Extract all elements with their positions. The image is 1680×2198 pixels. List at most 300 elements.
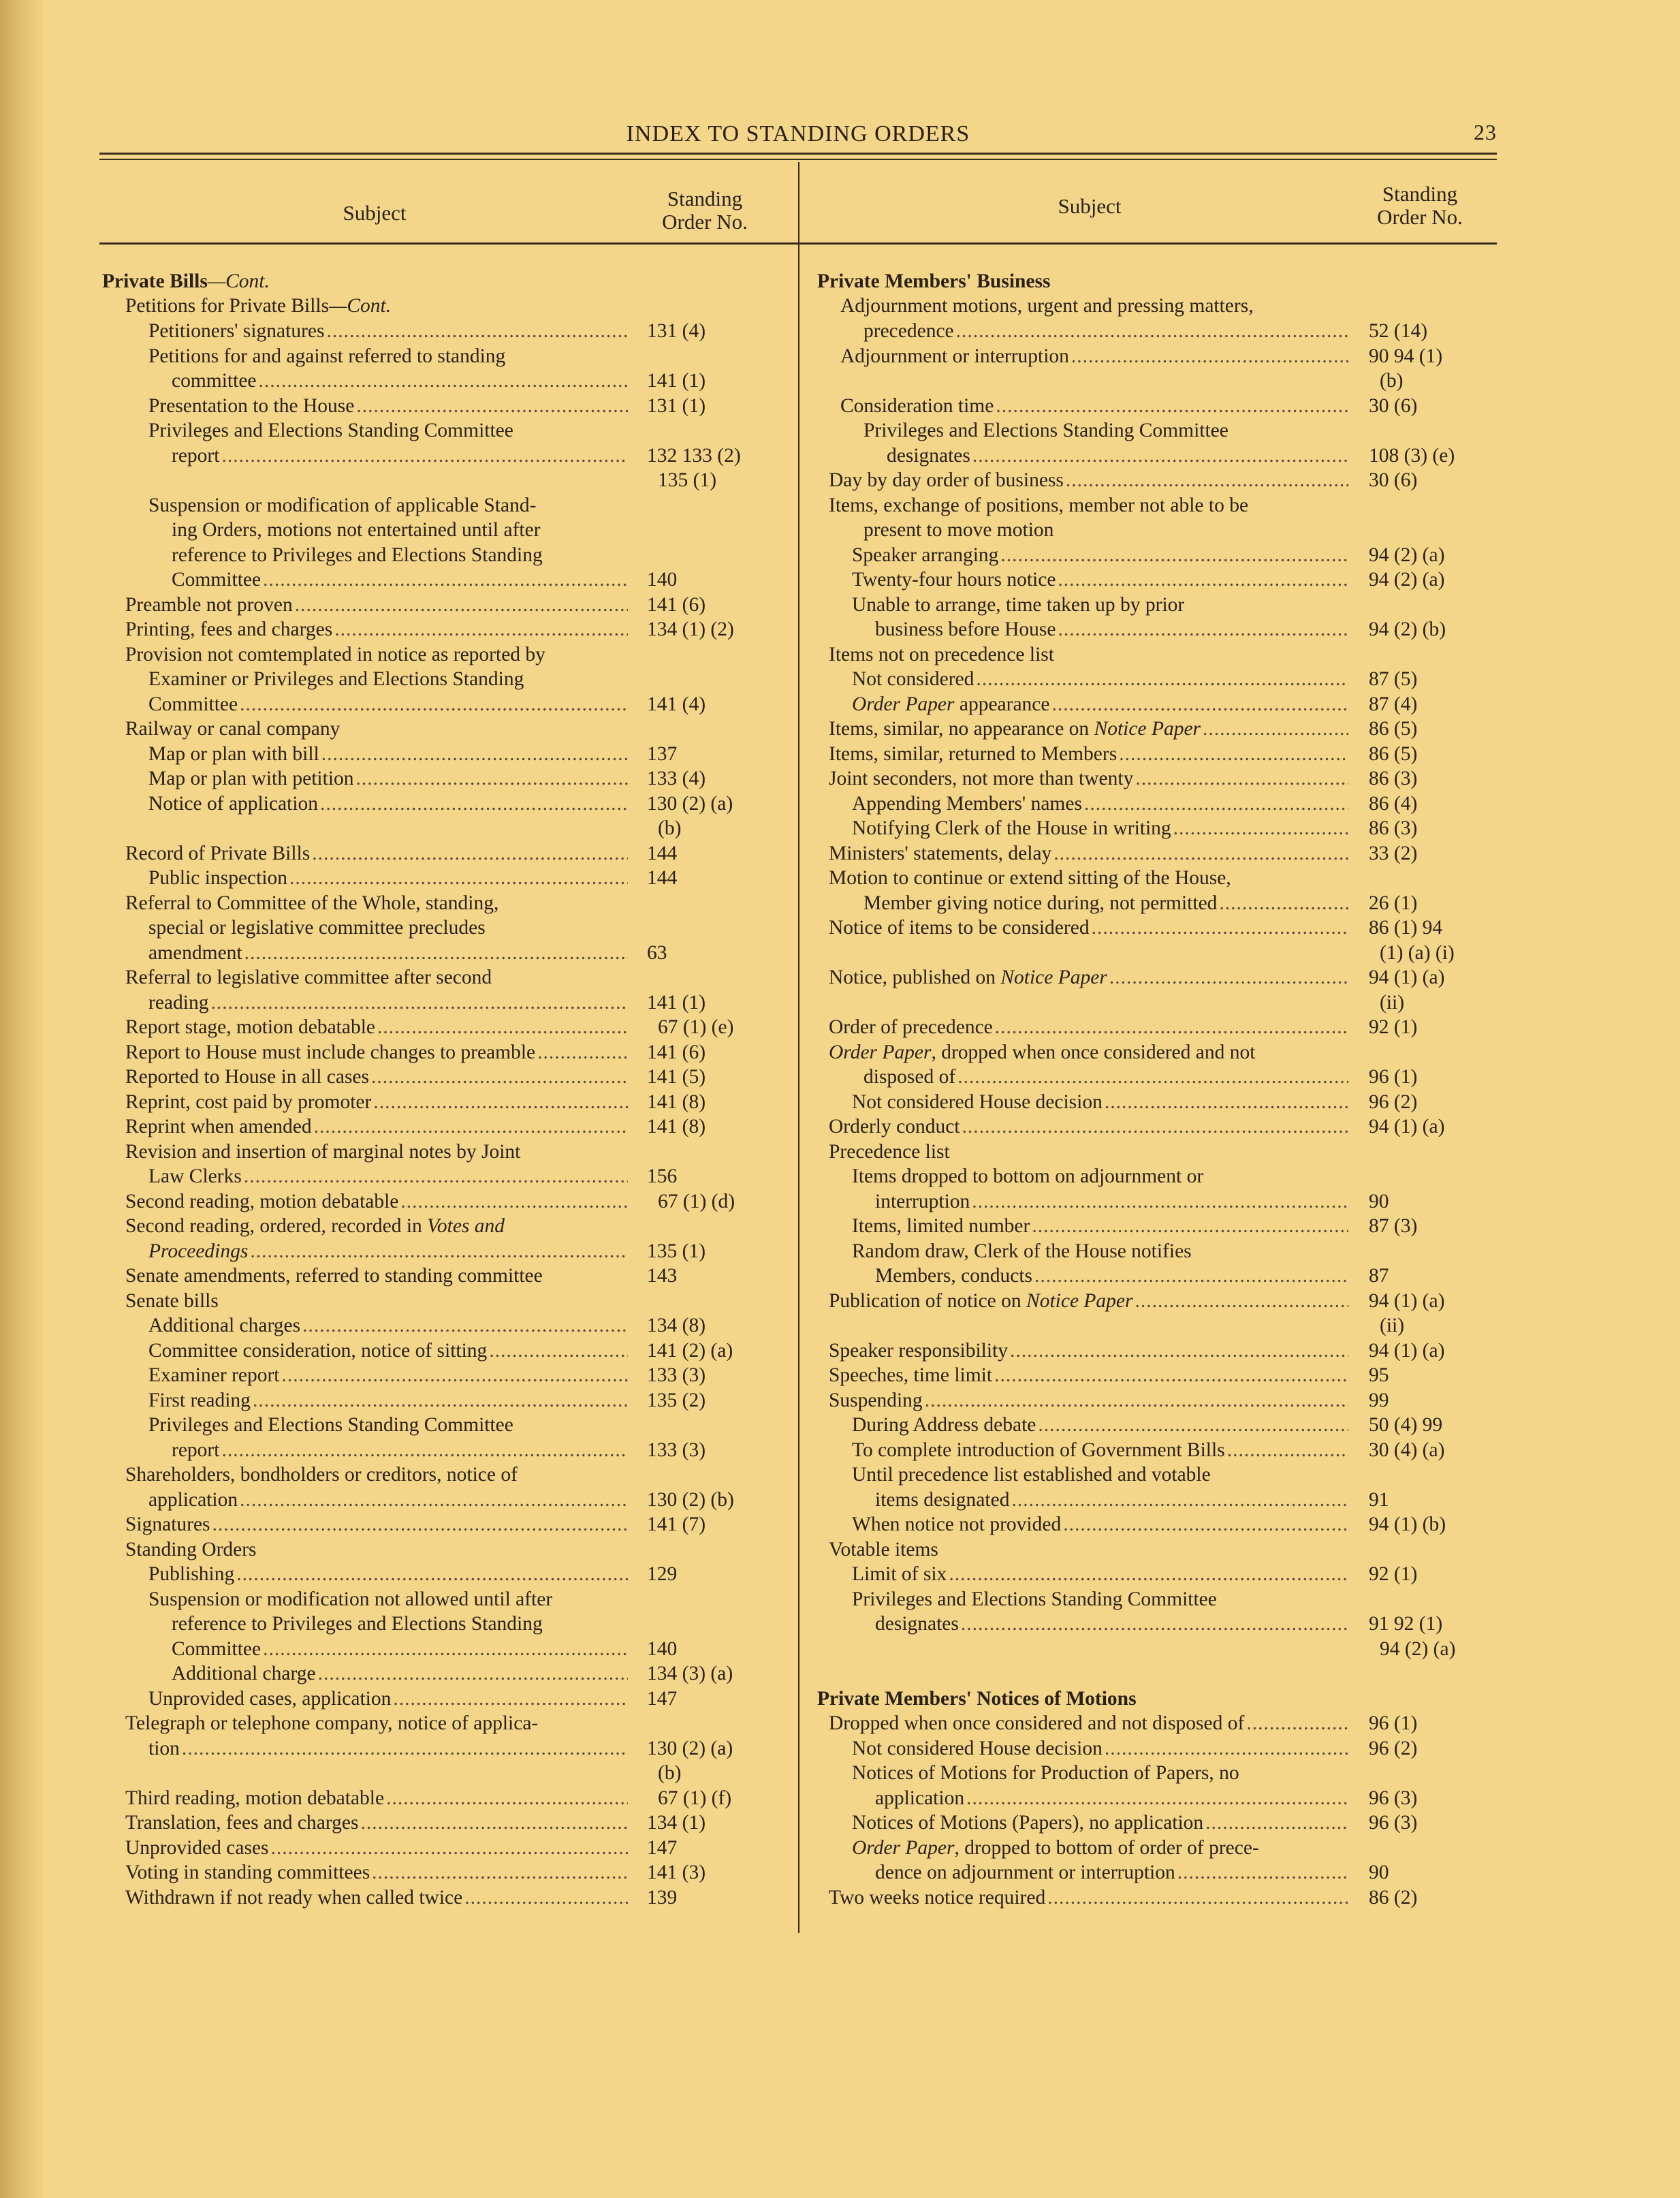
standing-order-number: 67 (1) (d) bbox=[658, 1191, 735, 1212]
entry-subject-text: business before House bbox=[875, 618, 1056, 640]
standing-order-number: 92 (1) bbox=[1369, 1563, 1418, 1585]
entry-subject bbox=[125, 294, 783, 319]
entry-subject bbox=[852, 1239, 1498, 1264]
standing-order-number: 134 (1) bbox=[647, 1812, 706, 1834]
dot-leader bbox=[282, 1363, 629, 1388]
index-entry bbox=[817, 418, 1498, 443]
entry-subject bbox=[125, 1462, 783, 1488]
dot-leader bbox=[1034, 1263, 1348, 1289]
index-entry bbox=[817, 1040, 1498, 1065]
standing-order-number: 96 (3) bbox=[1369, 1812, 1418, 1834]
standing-order-number: 141 (5) bbox=[647, 1066, 706, 1088]
entry-subject-text: Standing Orders bbox=[125, 1539, 257, 1560]
entry-subject-text: Orderly conduct bbox=[829, 1116, 960, 1137]
standing-order-number: 141 (6) bbox=[647, 594, 706, 616]
dot-leader bbox=[962, 1114, 1349, 1140]
index-entry bbox=[817, 1786, 1498, 1811]
entry-subject-text: Examiner report bbox=[148, 1364, 280, 1386]
entry-subject-text: committee bbox=[172, 370, 257, 392]
index-entry bbox=[817, 1537, 1498, 1563]
entry-subject bbox=[829, 1338, 1348, 1364]
index-entry bbox=[817, 1711, 1498, 1736]
entry-subject-text: Publication of notice on Notice Paper bbox=[829, 1290, 1133, 1312]
index-entry bbox=[817, 915, 1498, 941]
index-entry bbox=[102, 1736, 783, 1761]
entry-subject bbox=[852, 1736, 1348, 1761]
entry-subject bbox=[829, 1114, 1348, 1140]
dot-leader bbox=[489, 1338, 628, 1364]
entry-subject bbox=[829, 1388, 1348, 1413]
header-rule-bottom bbox=[99, 159, 1497, 160]
index-entry bbox=[817, 642, 1498, 668]
entry-subject-text: Law Clerks bbox=[148, 1165, 242, 1187]
standing-order-number: 91 92 (1) bbox=[1369, 1613, 1443, 1635]
page-header bbox=[99, 121, 1497, 148]
entry-subject bbox=[852, 1761, 1498, 1786]
index-entry bbox=[102, 1686, 783, 1712]
entry-subject bbox=[172, 1612, 783, 1637]
entry-subject-text: Referral to Committee of the Whole, standing, bbox=[125, 892, 499, 914]
entry-subject-text: Twenty-four hours notice bbox=[852, 569, 1056, 591]
index-entry bbox=[102, 493, 783, 518]
index-entry bbox=[102, 567, 783, 593]
entry-subject-text: Reprint, cost paid by promoter bbox=[125, 1091, 372, 1113]
index-entry bbox=[817, 941, 1498, 966]
entry-subject-text: Until precedence list established and votable bbox=[852, 1464, 1211, 1486]
entry-subject bbox=[148, 1686, 628, 1712]
entry-subject bbox=[852, 1164, 1498, 1189]
entry-subject bbox=[148, 1736, 628, 1761]
entry-subject-text: Reprint when amended bbox=[125, 1116, 312, 1137]
standing-order-number: 141 (3) bbox=[647, 1862, 706, 1883]
index-entry bbox=[102, 319, 783, 344]
entry-subject-text: tion bbox=[148, 1738, 180, 1759]
entry-subject-text: Presentation to the House bbox=[148, 395, 355, 417]
dot-leader bbox=[1071, 344, 1348, 369]
standing-order-number: 141 (2) (a) bbox=[647, 1340, 733, 1362]
index-entry bbox=[102, 394, 783, 419]
entry-subject bbox=[125, 617, 628, 642]
dot-leader bbox=[1038, 1413, 1348, 1438]
entry-subject-text: Private Bills bbox=[102, 270, 208, 292]
dot-leader bbox=[1000, 543, 1348, 568]
entry-subject-text: dence on adjournment or interruption bbox=[875, 1862, 1175, 1883]
index-entry bbox=[817, 1214, 1498, 1239]
index-entry bbox=[102, 294, 783, 319]
entry-subject bbox=[125, 1114, 628, 1140]
entry-subject bbox=[148, 394, 628, 419]
index-entry bbox=[817, 1836, 1498, 1861]
standing-order-number: 141 (4) bbox=[647, 693, 706, 715]
entry-subject-text: Speaker responsibility bbox=[829, 1340, 1008, 1362]
standing-order-number: 50 (4) 99 bbox=[1369, 1414, 1443, 1436]
index-entry bbox=[817, 1761, 1498, 1786]
index-entry bbox=[817, 1612, 1498, 1637]
entry-subject-text: Precedence list bbox=[829, 1141, 950, 1163]
standing-order-number: 141 (1) bbox=[647, 370, 706, 392]
index-entry bbox=[102, 1537, 783, 1563]
entry-subject-text: Appending Members' names bbox=[852, 793, 1082, 815]
entry-subject bbox=[172, 1438, 628, 1463]
entry-subject bbox=[172, 543, 783, 568]
index-entry bbox=[102, 1438, 783, 1463]
index-entry bbox=[817, 816, 1498, 841]
entry-subject bbox=[829, 1040, 1498, 1065]
entry-subject-text: Additional charge bbox=[172, 1663, 316, 1684]
entry-subject-text: During Address debate bbox=[852, 1414, 1036, 1436]
standing-order-number: 94 (1) (a) bbox=[1369, 1340, 1445, 1362]
standing-order-number: 140 bbox=[647, 1638, 678, 1660]
entry-subject bbox=[125, 1140, 783, 1165]
standing-order-number: 135 (1) bbox=[658, 469, 717, 491]
entry-subject bbox=[840, 344, 1348, 369]
dot-leader bbox=[259, 368, 628, 394]
entry-subject-text: Printing, fees and charges bbox=[125, 618, 333, 640]
index-entry bbox=[102, 1189, 783, 1214]
entry-subject bbox=[852, 667, 1348, 692]
entry-subject bbox=[829, 1711, 1348, 1736]
entry-subject bbox=[125, 1263, 783, 1289]
entry-subject-text: Motion to continue or extend sitting of the House, bbox=[829, 867, 1231, 889]
entry-subject-text: Committee bbox=[172, 1638, 261, 1660]
index-entry bbox=[817, 1289, 1498, 1314]
entry-subject-text: items designated bbox=[875, 1489, 1010, 1511]
entry-subject bbox=[829, 915, 1348, 941]
entry-subject-text: Senate bills bbox=[125, 1290, 219, 1312]
dot-leader bbox=[318, 1661, 628, 1686]
standing-order-number: 86 (1) 94 bbox=[1369, 917, 1443, 939]
index-entry bbox=[817, 468, 1498, 493]
entry-subject bbox=[829, 1140, 1498, 1165]
entry-subject-text: Unprovided cases, application bbox=[148, 1688, 392, 1710]
index-entry bbox=[102, 766, 783, 791]
entry-subject bbox=[863, 418, 1498, 443]
entry-subject-text: present to move motion bbox=[863, 519, 1054, 541]
index-entry bbox=[102, 717, 783, 742]
entry-subject-text: Signatures bbox=[125, 1513, 210, 1535]
entry-subject bbox=[148, 791, 628, 817]
left-subject-header: Subject bbox=[343, 201, 407, 225]
standing-order-number: 96 (1) bbox=[1369, 1712, 1418, 1734]
page-title: INDEX TO STANDING ORDERS bbox=[626, 121, 970, 146]
entry-subject-text: Voting in standing committees bbox=[125, 1862, 370, 1883]
standing-order-number: 94 (2) (b) bbox=[1369, 618, 1446, 640]
dot-leader bbox=[393, 1686, 628, 1712]
dot-leader bbox=[210, 990, 628, 1016]
index-entry bbox=[817, 1189, 1498, 1214]
dot-leader bbox=[996, 394, 1348, 419]
entry-subject-text: amendment bbox=[148, 942, 242, 964]
index-entry bbox=[817, 1438, 1498, 1463]
dot-leader bbox=[377, 1015, 628, 1040]
entry-subject bbox=[125, 1214, 783, 1239]
dot-leader bbox=[289, 866, 628, 891]
entry-subject-text: Member giving notice during, not permitted bbox=[863, 892, 1218, 914]
entry-subject bbox=[148, 1164, 628, 1189]
index-entry bbox=[817, 667, 1498, 692]
index-entry bbox=[817, 742, 1498, 767]
index-entry bbox=[817, 791, 1498, 817]
dot-leader bbox=[961, 1612, 1348, 1637]
standing-order-number: 141 (6) bbox=[647, 1041, 706, 1063]
index-entry bbox=[102, 1786, 783, 1811]
entry-subject bbox=[172, 443, 628, 469]
entry-subject-text: Adjournment or interruption bbox=[840, 345, 1069, 367]
left-order-header-line1: Standing bbox=[667, 187, 743, 210]
standing-order-number: 30 (6) bbox=[1369, 469, 1418, 491]
entry-subject bbox=[863, 891, 1348, 916]
entry-subject-text: Shareholders, bondholders or creditors, notice of bbox=[125, 1464, 518, 1486]
dot-leader bbox=[1010, 1338, 1348, 1364]
standing-order-number: 86 (2) bbox=[1369, 1887, 1418, 1909]
entry-subject bbox=[840, 394, 1348, 419]
entry-subject bbox=[148, 1562, 628, 1587]
index-entry bbox=[817, 1338, 1498, 1364]
dot-leader bbox=[976, 667, 1348, 692]
entry-subject bbox=[875, 1189, 1348, 1214]
standing-order-number: 67 (1) (e) bbox=[658, 1016, 734, 1038]
entry-subject bbox=[875, 1786, 1348, 1811]
dot-leader bbox=[221, 443, 628, 469]
index-entry bbox=[817, 368, 1498, 394]
index-entry bbox=[102, 1313, 783, 1338]
entry-subject bbox=[829, 1885, 1348, 1911]
standing-order-number: 141 (7) bbox=[647, 1513, 706, 1535]
left-order-header-line2: Order No. bbox=[662, 210, 748, 234]
index-entry bbox=[817, 1164, 1498, 1189]
entry-subject bbox=[148, 1313, 628, 1338]
entry-subject bbox=[829, 965, 1348, 990]
entry-subject-text: Notices of Motions for Production of Papers, no bbox=[852, 1762, 1239, 1784]
index-entry bbox=[817, 1810, 1498, 1836]
entry-subject bbox=[829, 493, 1498, 518]
entry-subject bbox=[125, 1065, 628, 1090]
entry-subject bbox=[829, 866, 1498, 891]
entry-subject bbox=[148, 866, 628, 891]
entry-subject-text: Examiner or Privileges and Elections Standing bbox=[148, 668, 524, 690]
entry-subject-text: interruption bbox=[875, 1191, 970, 1212]
entry-subject-text: Not considered bbox=[852, 668, 974, 690]
entry-subject bbox=[125, 1885, 628, 1911]
standing-order-number: 144 bbox=[647, 843, 678, 864]
dot-leader bbox=[372, 1860, 628, 1885]
index-entry bbox=[817, 1413, 1498, 1438]
entry-subject bbox=[125, 1512, 628, 1537]
standing-order-number: 91 bbox=[1369, 1489, 1389, 1511]
entry-subject bbox=[875, 1488, 1348, 1513]
right-order-header bbox=[1342, 183, 1498, 229]
entry-subject bbox=[863, 319, 1348, 344]
dot-leader bbox=[236, 1562, 628, 1587]
index-entry bbox=[102, 1462, 783, 1488]
index-heading bbox=[102, 269, 783, 294]
entry-subject bbox=[148, 941, 628, 966]
standing-order-number: 147 bbox=[647, 1688, 678, 1710]
index-entry bbox=[102, 518, 783, 543]
standing-order-number: 131 (1) bbox=[647, 395, 706, 417]
index-entry bbox=[102, 1140, 783, 1165]
standing-order-number: 86 (3) bbox=[1369, 817, 1418, 839]
dot-leader bbox=[356, 394, 628, 419]
entry-subject-text: Notice of items to be considered bbox=[829, 917, 1090, 939]
entry-subject bbox=[125, 1090, 628, 1115]
standing-order-number: 87 (4) bbox=[1369, 693, 1418, 715]
dot-leader bbox=[1205, 1810, 1348, 1836]
dot-leader bbox=[1219, 891, 1348, 916]
index-entry bbox=[102, 1065, 783, 1090]
entry-subject-text: Notifying Clerk of the House in writing bbox=[852, 817, 1171, 839]
index-entry bbox=[102, 891, 783, 916]
entry-subject bbox=[829, 1537, 1498, 1563]
dot-leader bbox=[1135, 1289, 1348, 1314]
standing-order-number: 99 bbox=[1369, 1390, 1389, 1411]
index-entry bbox=[817, 443, 1498, 469]
dot-leader bbox=[360, 1810, 628, 1836]
standing-order-number: 108 (3) (e) bbox=[1369, 445, 1455, 467]
index-entry bbox=[817, 1140, 1498, 1165]
dot-leader bbox=[250, 1239, 628, 1264]
dot-leader bbox=[240, 1488, 628, 1513]
entry-subject-text: Privileges and Elections Standing Committee bbox=[148, 420, 513, 441]
standing-order-number: 94 (1) (a) bbox=[1369, 1290, 1445, 1312]
dot-leader bbox=[1092, 915, 1348, 941]
entry-subject-text: Suspending bbox=[829, 1390, 923, 1411]
standing-order-number: 63 bbox=[647, 942, 667, 964]
standing-order-number: 130 (2) (a) bbox=[647, 793, 733, 815]
entry-subject bbox=[829, 468, 1348, 493]
entry-subject bbox=[125, 1189, 628, 1214]
dot-leader bbox=[1053, 841, 1348, 866]
dot-leader bbox=[1246, 1711, 1348, 1736]
dot-leader bbox=[1058, 617, 1348, 642]
index-entry bbox=[102, 791, 783, 817]
standing-order-number: 133 (4) bbox=[647, 768, 706, 789]
entry-subject bbox=[125, 1711, 783, 1736]
index-entry bbox=[817, 394, 1498, 419]
entry-subject bbox=[852, 1462, 1498, 1488]
dot-leader bbox=[1119, 742, 1348, 767]
dot-leader bbox=[994, 1363, 1348, 1388]
entry-subject-text: application bbox=[148, 1489, 238, 1511]
entry-subject bbox=[852, 1810, 1348, 1836]
entry-subject-text: Second reading, motion debatable bbox=[125, 1191, 399, 1212]
entry-subject-text: Adjournment motions, urgent and pressing matters, bbox=[840, 295, 1254, 317]
standing-order-number: 94 (1) (a) bbox=[1369, 967, 1445, 988]
dot-leader bbox=[1084, 791, 1348, 817]
entry-subject-text: Speaker arranging bbox=[852, 544, 999, 566]
dot-leader bbox=[972, 1189, 1348, 1214]
entry-subject bbox=[148, 1413, 783, 1438]
index-entry bbox=[102, 1263, 783, 1289]
entry-subject-text: Petitions for and against referred to standing bbox=[148, 345, 506, 367]
index-entry bbox=[102, 866, 783, 891]
index-entry bbox=[817, 493, 1498, 518]
standing-order-number: 94 (2) (a) bbox=[1369, 569, 1445, 591]
dot-leader bbox=[995, 1015, 1348, 1040]
entry-subject-text: When notice not provided bbox=[852, 1513, 1062, 1535]
entry-subject bbox=[875, 1860, 1348, 1885]
entry-subject-text: Order Paper, dropped when once considered and not bbox=[829, 1041, 1256, 1063]
dot-leader bbox=[373, 1090, 628, 1115]
entry-subject-text: Two weeks notice required bbox=[829, 1887, 1046, 1909]
standing-order-number: 90 94 (1) bbox=[1369, 345, 1443, 367]
entry-subject-text: Notices of Motions (Papers), no application bbox=[852, 1812, 1204, 1834]
index-entry bbox=[817, 344, 1498, 369]
dot-leader bbox=[314, 1114, 628, 1140]
entry-subject-text: Public inspection bbox=[148, 867, 288, 889]
index-entry bbox=[102, 1015, 783, 1040]
dot-leader bbox=[400, 1189, 628, 1214]
index-entry bbox=[817, 593, 1498, 618]
standing-order-number: 90 bbox=[1369, 1191, 1389, 1212]
index-entry bbox=[817, 294, 1498, 319]
entry-subject-text: First reading bbox=[148, 1390, 251, 1411]
dot-leader bbox=[321, 742, 628, 767]
standing-order-number: 86 (3) bbox=[1369, 768, 1418, 789]
dot-leader bbox=[956, 319, 1348, 344]
index-entry bbox=[102, 1661, 783, 1686]
index-entry bbox=[102, 418, 783, 443]
entry-subject-text: Third reading, motion debatable bbox=[125, 1787, 385, 1809]
entry-subject bbox=[148, 766, 628, 791]
standing-order-number: 137 bbox=[647, 743, 678, 765]
index-entry bbox=[817, 1885, 1498, 1911]
entry-subject bbox=[125, 841, 628, 866]
index-entry bbox=[817, 891, 1498, 916]
entry-subject-text: Items not on precedence list bbox=[829, 644, 1054, 665]
dot-leader bbox=[1011, 1488, 1348, 1513]
entry-subject bbox=[852, 1562, 1348, 1587]
standing-order-number: 52 (14) bbox=[1369, 320, 1428, 342]
index-entry bbox=[817, 319, 1498, 344]
entry-subject bbox=[829, 742, 1348, 767]
standing-order-number: 95 bbox=[1369, 1364, 1389, 1386]
entry-subject bbox=[852, 692, 1348, 717]
entry-subject-text: Translation, fees and charges bbox=[125, 1812, 359, 1834]
entry-subject-text: reading bbox=[148, 992, 209, 1014]
entry-subject bbox=[148, 1587, 783, 1612]
standing-order-number: 133 (3) bbox=[647, 1439, 706, 1461]
entry-subject-text: Day by day order of business bbox=[829, 469, 1064, 491]
entry-continued-suffix: —Cont. bbox=[207, 270, 270, 292]
entry-subject bbox=[875, 617, 1348, 642]
index-heading bbox=[817, 1686, 1498, 1712]
entry-subject bbox=[852, 1512, 1348, 1537]
dot-leader bbox=[356, 766, 628, 791]
entry-subject bbox=[852, 791, 1348, 817]
index-entry bbox=[102, 990, 783, 1016]
entry-subject-text: Map or plan with bill bbox=[148, 743, 319, 765]
index-entry bbox=[817, 717, 1498, 742]
index-entry bbox=[817, 1860, 1498, 1885]
index-entry bbox=[817, 841, 1498, 866]
dot-leader bbox=[334, 617, 628, 642]
entry-subject bbox=[172, 518, 783, 543]
index-entry bbox=[817, 1065, 1498, 1090]
entry-subject bbox=[148, 692, 628, 717]
index-entry bbox=[102, 1114, 783, 1140]
entry-subject-text: report bbox=[172, 1439, 220, 1461]
standing-order-number: 141 (1) bbox=[647, 992, 706, 1014]
entry-subject bbox=[125, 717, 783, 742]
left-order-header bbox=[627, 187, 783, 234]
entry-subject bbox=[125, 1289, 783, 1314]
entry-subject-text: Senate amendments, referred to standing committee bbox=[125, 1265, 543, 1287]
entry-subject-text: Items, limited number bbox=[852, 1215, 1030, 1237]
index-entry bbox=[102, 1711, 783, 1736]
entry-subject-text: Limit of six bbox=[852, 1563, 947, 1585]
dot-leader bbox=[925, 1388, 1348, 1413]
